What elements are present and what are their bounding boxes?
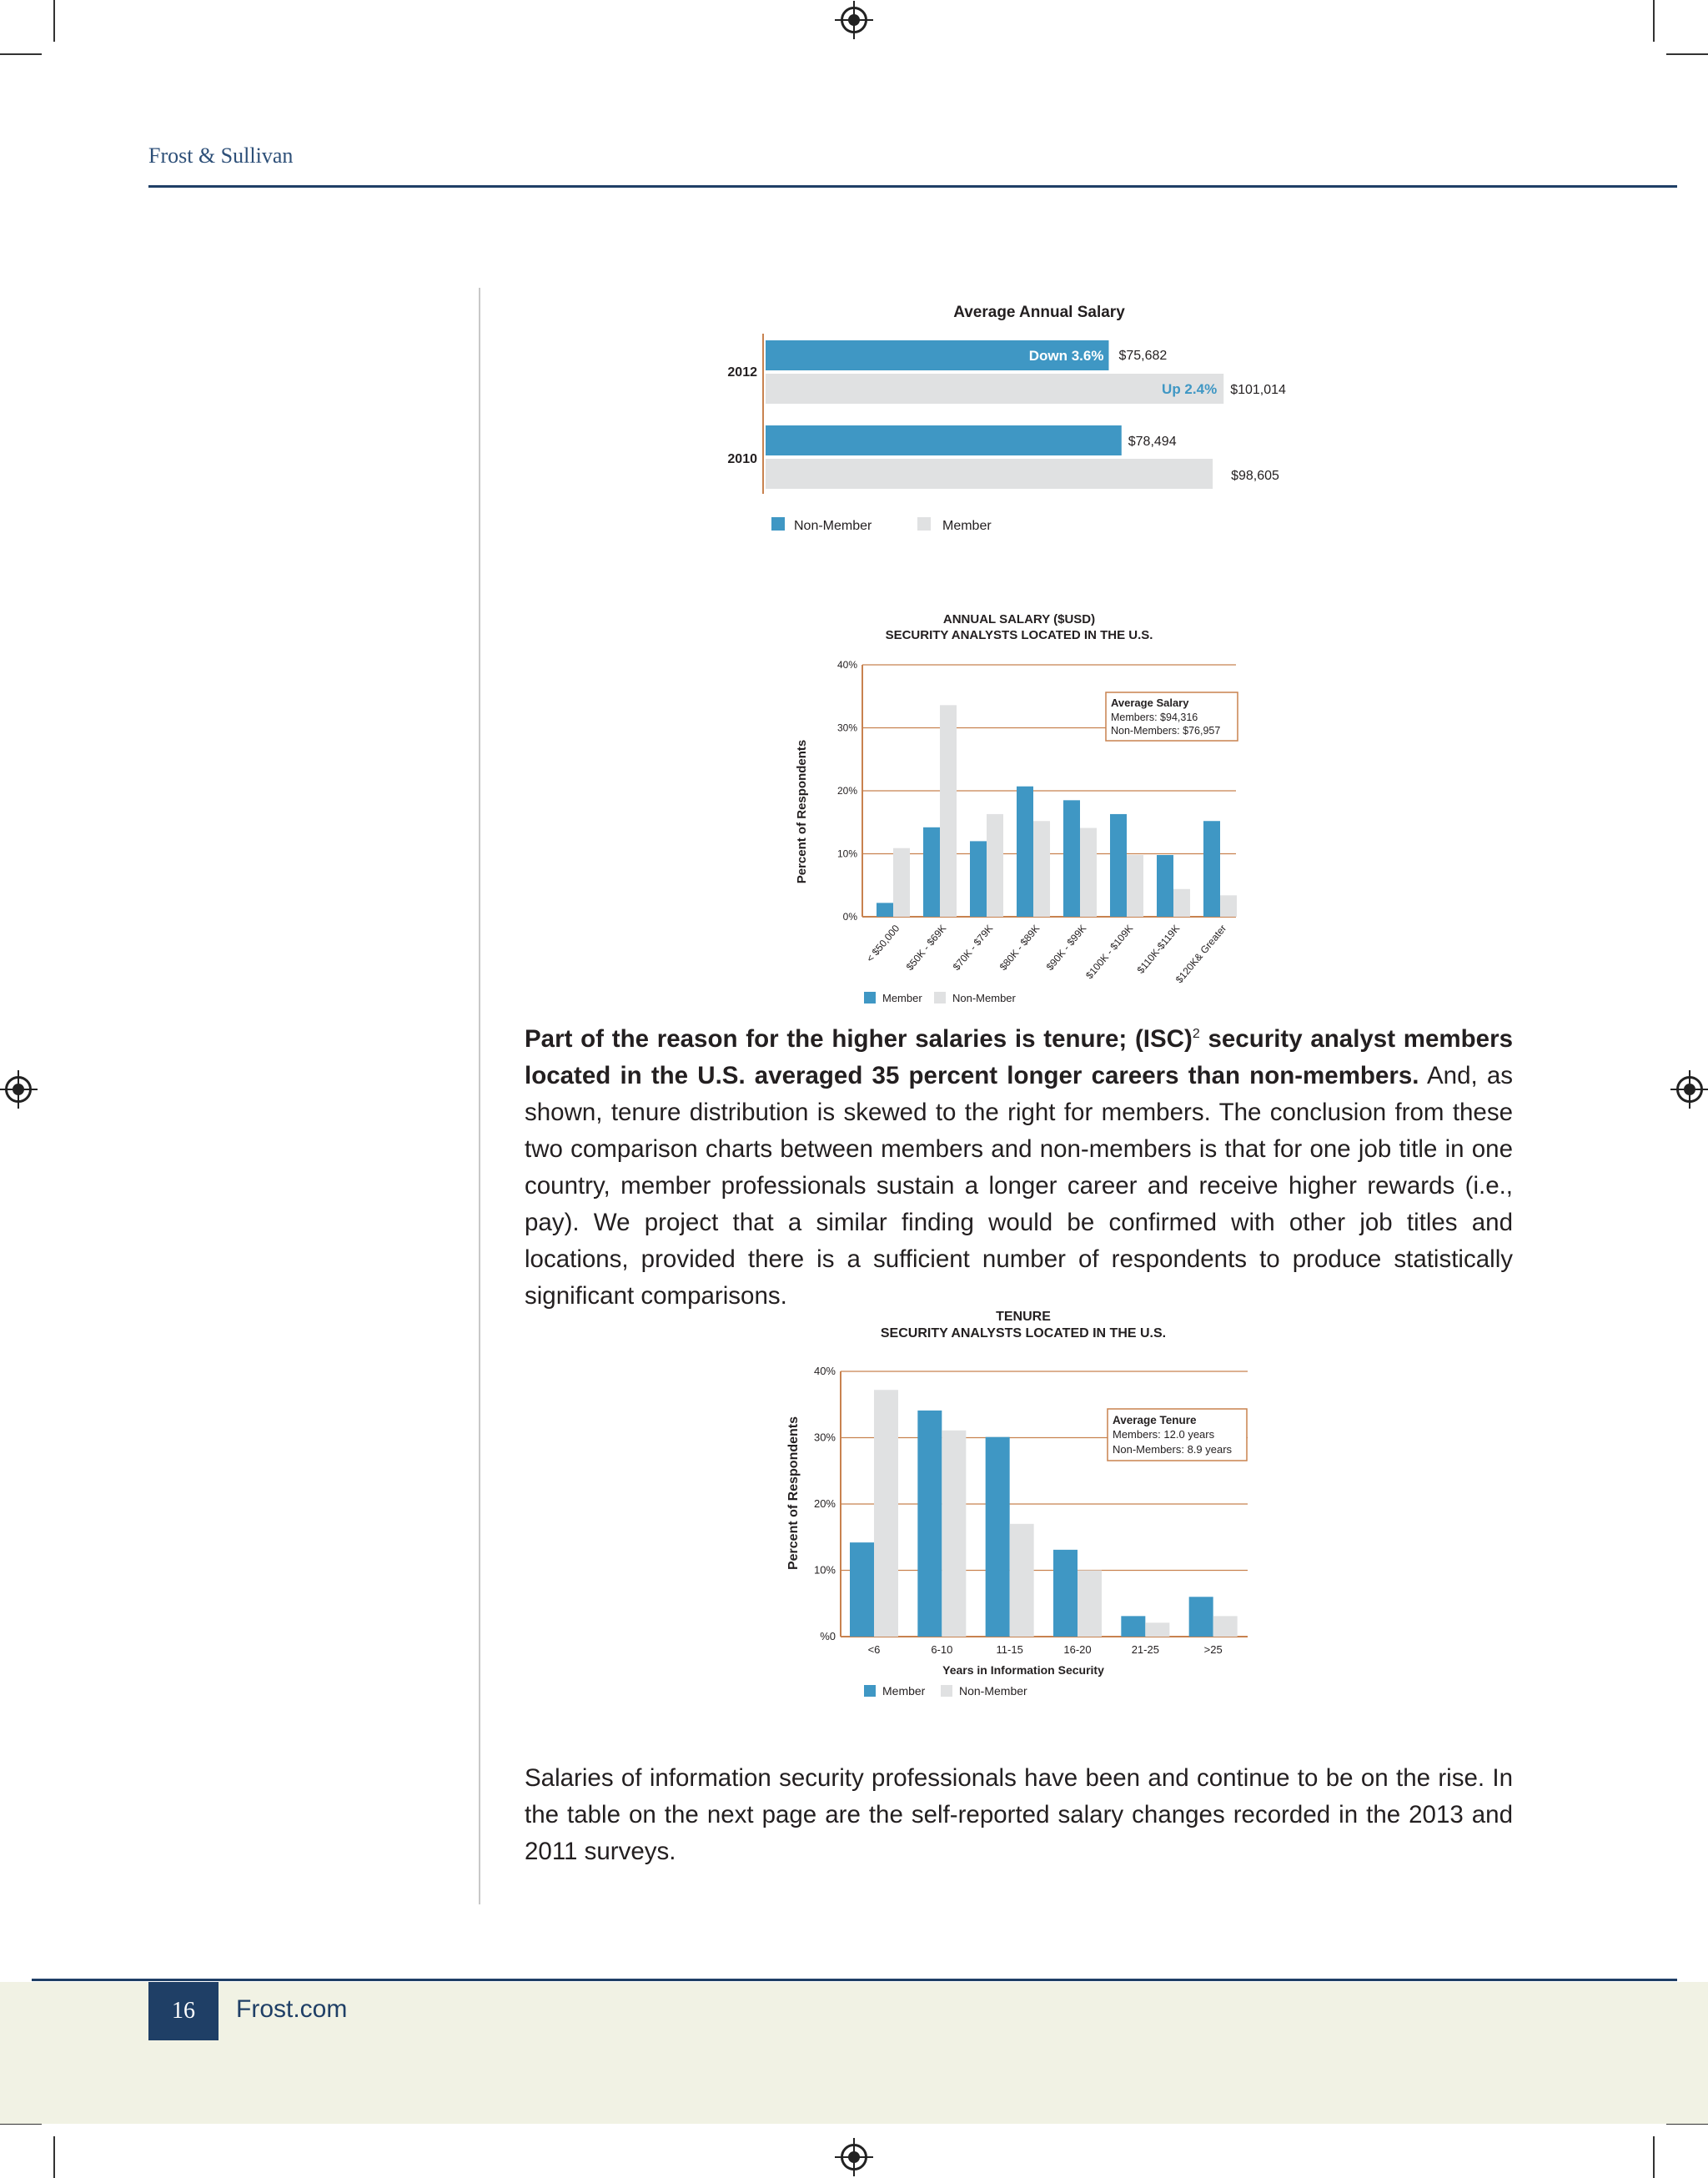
bar-member (986, 1437, 1010, 1637)
bar-non-member (1033, 821, 1050, 917)
bar-member (877, 903, 893, 917)
bar-member (970, 841, 987, 917)
legend-swatch-member (864, 992, 876, 1003)
bar-member (917, 1411, 942, 1637)
bar-member (1157, 855, 1173, 917)
bar-non-member (1220, 895, 1237, 917)
legend-label: Member (882, 1684, 926, 1698)
bar-non-member (940, 705, 957, 917)
x-tick-label: 21-25 (1131, 1643, 1159, 1656)
page-number: 16 (148, 1982, 219, 2040)
bar-annotation: Up 2.4% (1162, 381, 1218, 397)
bar-non-member (874, 1390, 898, 1637)
crop-mark (1653, 2136, 1655, 2178)
y-tick-label: 40% (813, 1365, 836, 1377)
x-tick-label: 6-10 (931, 1643, 953, 1656)
x-tick-label: <6 (867, 1643, 881, 1656)
inset-box-line: Non-Members: 8.9 years (1113, 1443, 1233, 1456)
paragraph-rest: And, as shown, tenure distribution is skewed to the right for members. The conclusion from these two comparison charts between members and non-members is that for one job title in one country, member professionals sustain a longer career and receive higher rewards (i.e., pay). We project that a similar finding would be confirmed with other job titles and locations, provided there is a sufficient number of respondents to produce statistically significant comparisons. (525, 1062, 1513, 1310)
bar-member (1189, 1597, 1213, 1637)
bar-non-member (1213, 1616, 1238, 1637)
x-tick-label: < $50,000 (864, 922, 902, 965)
chart-title: ANNUAL SALARY ($USD) (942, 612, 1096, 626)
annual-salary-distribution-chart (784, 605, 1251, 1014)
x-tick-label: $100K - $109K (1083, 922, 1136, 982)
bar-non-member (1145, 1622, 1169, 1637)
chart-subtitle: SECURITY ANALYSTS LOCATED IN THE U.S. (880, 1326, 1167, 1341)
bar-member (1121, 1616, 1145, 1637)
y-tick-label: 10% (836, 848, 857, 860)
x-tick-label: $120K& Greater (1173, 922, 1229, 986)
crop-mark (1653, 0, 1655, 42)
x-tick-label: $50K - $69K (903, 922, 949, 973)
bar-annotation: Down 3.6% (1028, 348, 1104, 364)
bar-member-2012 (766, 374, 1223, 404)
y-tick-label: 30% (836, 722, 857, 734)
x-tick-label: $110K-$119K (1134, 922, 1183, 976)
x-tick-label: $70K - $79K (950, 922, 996, 973)
y-tick-label: %0 (820, 1630, 836, 1642)
category-label: 2010 (727, 452, 757, 466)
inset-box-title: Average Salary (1111, 697, 1189, 709)
y-axis-label: Percent of Respondents (795, 739, 809, 884)
value-label: $101,014 (1230, 383, 1286, 397)
legend-swatch-member (864, 1685, 876, 1697)
chart-subtitle: SECURITY ANALYSTS LOCATED IN THE U.S. (885, 628, 1153, 642)
bar-non-member (987, 814, 1003, 917)
header-rule (148, 185, 1677, 188)
bar-non-member (893, 848, 910, 917)
y-tick-label: 10% (813, 1563, 836, 1577)
x-tick-label: 11-15 (996, 1643, 1023, 1656)
bar-non-member (942, 1431, 966, 1637)
legend-label: Member (882, 992, 922, 1004)
bar-non-member (1173, 889, 1190, 917)
body-paragraph: Salaries of information security professionals have been and continue to be on the rise. In the table on the next page are the self-reported salary changes recorded in the 2013 and 2011 surveys. (525, 1764, 1513, 1865)
footer-rule (32, 1979, 1677, 1981)
inset-box-line: Members: 12.0 years (1113, 1428, 1215, 1441)
x-tick-label: >25 (1203, 1643, 1223, 1656)
inset-box-line: Non-Members: $76,957 (1111, 725, 1221, 737)
legend-swatch-non-member (941, 1685, 952, 1697)
chart-title: Average Annual Salary (953, 304, 1125, 321)
bar-member (1017, 787, 1033, 917)
chart-title: TENURE (996, 1310, 1051, 1324)
value-label: $98,605 (1231, 469, 1279, 483)
legend-swatch-member (917, 517, 931, 531)
bar-non-member-2010 (766, 425, 1122, 455)
legend-swatch-non-member (934, 992, 946, 1003)
bar-member (1203, 821, 1220, 917)
crop-mark (0, 53, 42, 55)
registration-mark-icon (5, 1076, 32, 1103)
bar-member (923, 827, 940, 917)
x-tick-label: $80K - $89K (997, 922, 1042, 973)
column-rule (479, 288, 480, 1904)
y-tick-label: 30% (813, 1431, 836, 1444)
bar-non-member (1078, 1571, 1102, 1637)
bar-member (850, 1542, 874, 1637)
superscript: 2 (1192, 1027, 1200, 1042)
y-axis-label: Percent of Respondents (786, 1416, 801, 1571)
y-tick-label: 20% (836, 785, 857, 797)
bar-member-2010 (766, 459, 1213, 489)
bar-member (1053, 1550, 1078, 1637)
y-tick-label: 40% (836, 659, 857, 671)
legend-label: Non-Member (952, 992, 1016, 1004)
x-tick-label: 16-20 (1063, 1643, 1092, 1656)
bar-member (1063, 800, 1080, 917)
registration-mark-icon (1676, 1076, 1703, 1103)
tenure-chart (776, 1301, 1259, 1710)
x-axis-label: Years in Information Security (942, 1663, 1104, 1677)
registration-mark-icon (841, 2144, 867, 2170)
legend-label: Non-Member (959, 1684, 1027, 1698)
header-brand: Frost & Sullivan (148, 143, 294, 168)
value-label: $75,682 (1118, 349, 1168, 363)
legend-label: Non-Member (794, 519, 872, 533)
y-tick-label: 0% (842, 911, 857, 923)
legend-label: Member (942, 519, 992, 533)
footer-site-link[interactable]: Frost.com (236, 1995, 348, 2023)
inset-box-line: Members: $94,316 (1111, 712, 1198, 723)
body-paragraph (525, 1021, 1513, 1315)
crop-mark (53, 0, 55, 42)
registration-mark-icon (841, 7, 867, 33)
legend-swatch-non-member (771, 517, 785, 531)
bar-member (1110, 814, 1127, 917)
bar-non-member (1080, 828, 1097, 917)
y-tick-label: 20% (813, 1497, 836, 1510)
crop-mark (53, 2136, 55, 2178)
bar-non-member (1010, 1524, 1034, 1637)
category-label: 2012 (727, 365, 757, 380)
inset-box-title: Average Tenure (1113, 1414, 1197, 1426)
bar-non-member (1127, 855, 1143, 917)
lead-sentence: Part of the reason for the higher salaries is tenure; (ISC) (525, 1025, 1193, 1053)
crop-mark (1666, 53, 1708, 55)
lead-sentence-cont: security analyst members located in the U.S. averaged 35 percent longer careers than non-members. (525, 1025, 1513, 1089)
value-label: $78,494 (1128, 435, 1177, 449)
x-tick-label: $90K - $99K (1043, 922, 1089, 973)
average-annual-salary-chart (717, 292, 1351, 551)
